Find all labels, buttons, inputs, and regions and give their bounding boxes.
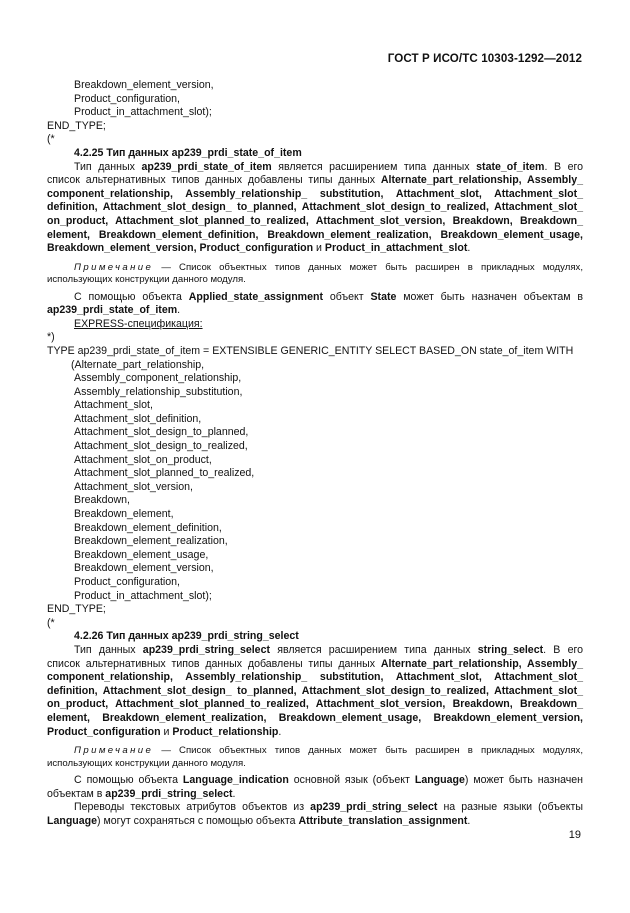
paragraph-line: Language) могут сохраняться с помощью объекта Attribute_translation_assignment.	[47, 814, 471, 827]
code-line: Breakdown_element_realization,	[74, 535, 228, 548]
code-line: Product_in_attachment_slot);	[74, 106, 212, 119]
code-line: Attachment_slot_planned_to_realized,	[74, 467, 255, 480]
code-line: Breakdown,	[74, 494, 130, 507]
code-end-type: END_TYPE;	[47, 119, 106, 132]
code-line: Attachment_slot_design_to_realized,	[74, 440, 248, 453]
paragraph-line: element, Breakdown_element_definition, Breakdown_element_realization, Breakdown_element_usage,	[47, 228, 583, 241]
paragraph-line: on_product, Attachment_slot_planned_to_realized, Attachment_slot_version, Breakdown, Breakdown_	[47, 214, 583, 227]
note-line: использующих конструкции данного модуля.	[47, 757, 246, 769]
express-label: EXPRESS-спецификация:	[74, 317, 203, 330]
section-heading: 4.2.26 Тип данных ap239_prdi_string_select	[74, 630, 299, 643]
code-line: Breakdown_element_definition,	[74, 521, 222, 534]
note-line: Примечание — Список объектных типов данных может быть расширен в прикладных модулях,	[74, 745, 583, 757]
code-line: Breakdown_element_version,	[74, 562, 214, 575]
paragraph-line: Тип данных ap239_prdi_state_of_item является расширением типа данных state_of_item. В его	[74, 160, 584, 173]
note	[47, 745, 583, 770]
paragraph-line: Product_configuration и Product_relationship.	[47, 725, 282, 738]
note-line: Примечание — Список объектных типов данных может быть расширен в прикладных модулях,	[74, 261, 583, 273]
code-end-type: END_TYPE;	[47, 603, 106, 616]
code-line: Breakdown_element_usage,	[74, 548, 209, 561]
code-comment: (*	[47, 616, 55, 629]
section-heading: 4.2.25 Тип данных ap239_prdi_state_of_item	[74, 146, 302, 159]
paragraph-line: ap239_prdi_state_of_item.	[47, 304, 181, 317]
document-header: ГОСТ Р ИСО/ТС 10303-1292—2012	[387, 52, 582, 65]
paragraph-line: component_relationship, Assembly_relationship_ substitution, Attachment_slot, Attachment_slot_	[47, 187, 583, 200]
paragraph-line: С помощью объекта Language_indication основной язык (объект Language) может быть назначен	[74, 773, 583, 786]
paragraph-line: definition, Attachment_slot_design_ to_planned, Attachment_slot_design_to_realized, Attachment_slot_	[47, 201, 583, 214]
code-line: Breakdown_element_version,	[74, 79, 214, 91]
paragraph-line: definition, Attachment_slot_design_ to_planned, Attachment_slot_design_to_realized, Attachment_slot_	[47, 684, 583, 697]
code-line: Product_configuration,	[74, 576, 181, 588]
code-comment: (*	[47, 133, 55, 146]
paragraph-line: список альтернативных типов данных добавлены типы данных Alternate_part_relationship, Assembly_	[47, 174, 583, 187]
page-content	[47, 79, 583, 828]
paragraph-line: список альтернативных типов данных добавлены типы данных Alternate_part_relationship, Assembly_	[47, 657, 583, 670]
code-line: Breakdown_element,	[74, 508, 174, 521]
paragraph-line: Переводы текстовых атрибутов объектов из ap239_prdi_string_select на разные языки (объекты	[74, 801, 583, 814]
code-comment: *)	[47, 331, 55, 344]
paragraph-line: Breakdown_element_version, Product_configuration и Product_in_attachment_slot.	[47, 242, 471, 255]
code-line: Assembly_relationship_substitution,	[74, 385, 243, 398]
paragraph-line: объектам в ap239_prdi_string_select.	[47, 787, 236, 800]
code-line: (Alternate_part_relationship,	[71, 358, 205, 371]
paragraph-line: component_relationship, Assembly_relationship_ substitution, Attachment_slot, Attachment_slot_	[47, 671, 583, 684]
code-line: Product_configuration,	[74, 92, 181, 105]
note-line: использующих конструкции данного модуля.	[47, 274, 246, 286]
paragraph-line: Тип данных ap239_prdi_string_select является расширением типа данных string_select. В его	[74, 643, 583, 656]
code-line: Attachment_slot_design_to_planned,	[74, 426, 249, 439]
code-type-line: TYPE ap239_prdi_state_of_item = EXTENSIBLE GENERIC_ENTITY SELECT BASED_ON state_of_item WITH	[47, 344, 574, 357]
page-number: 19	[568, 829, 581, 841]
select-items-list	[47, 372, 583, 603]
code-line: Attachment_slot_definition,	[74, 412, 202, 425]
code-line: Attachment_slot_version,	[74, 480, 193, 493]
code-line: Attachment_slot,	[74, 399, 153, 412]
code-line: Attachment_slot_on_product,	[74, 453, 212, 466]
note	[47, 262, 583, 287]
paragraph-line: С помощью объекта Applied_state_assignment объект State может быть назначен объектам в	[74, 290, 584, 303]
paragraph-line: on_product, Attachment_slot_planned_to_realized, Attachment_slot_version, Breakdown, Breakdown_	[47, 698, 583, 711]
code-line: Product_in_attachment_slot);	[74, 589, 212, 602]
code-line: Assembly_component_relationship,	[74, 372, 242, 385]
paragraph-line: element, Breakdown_element_realization, Breakdown_element_usage, Breakdown_element_version,	[47, 711, 583, 724]
